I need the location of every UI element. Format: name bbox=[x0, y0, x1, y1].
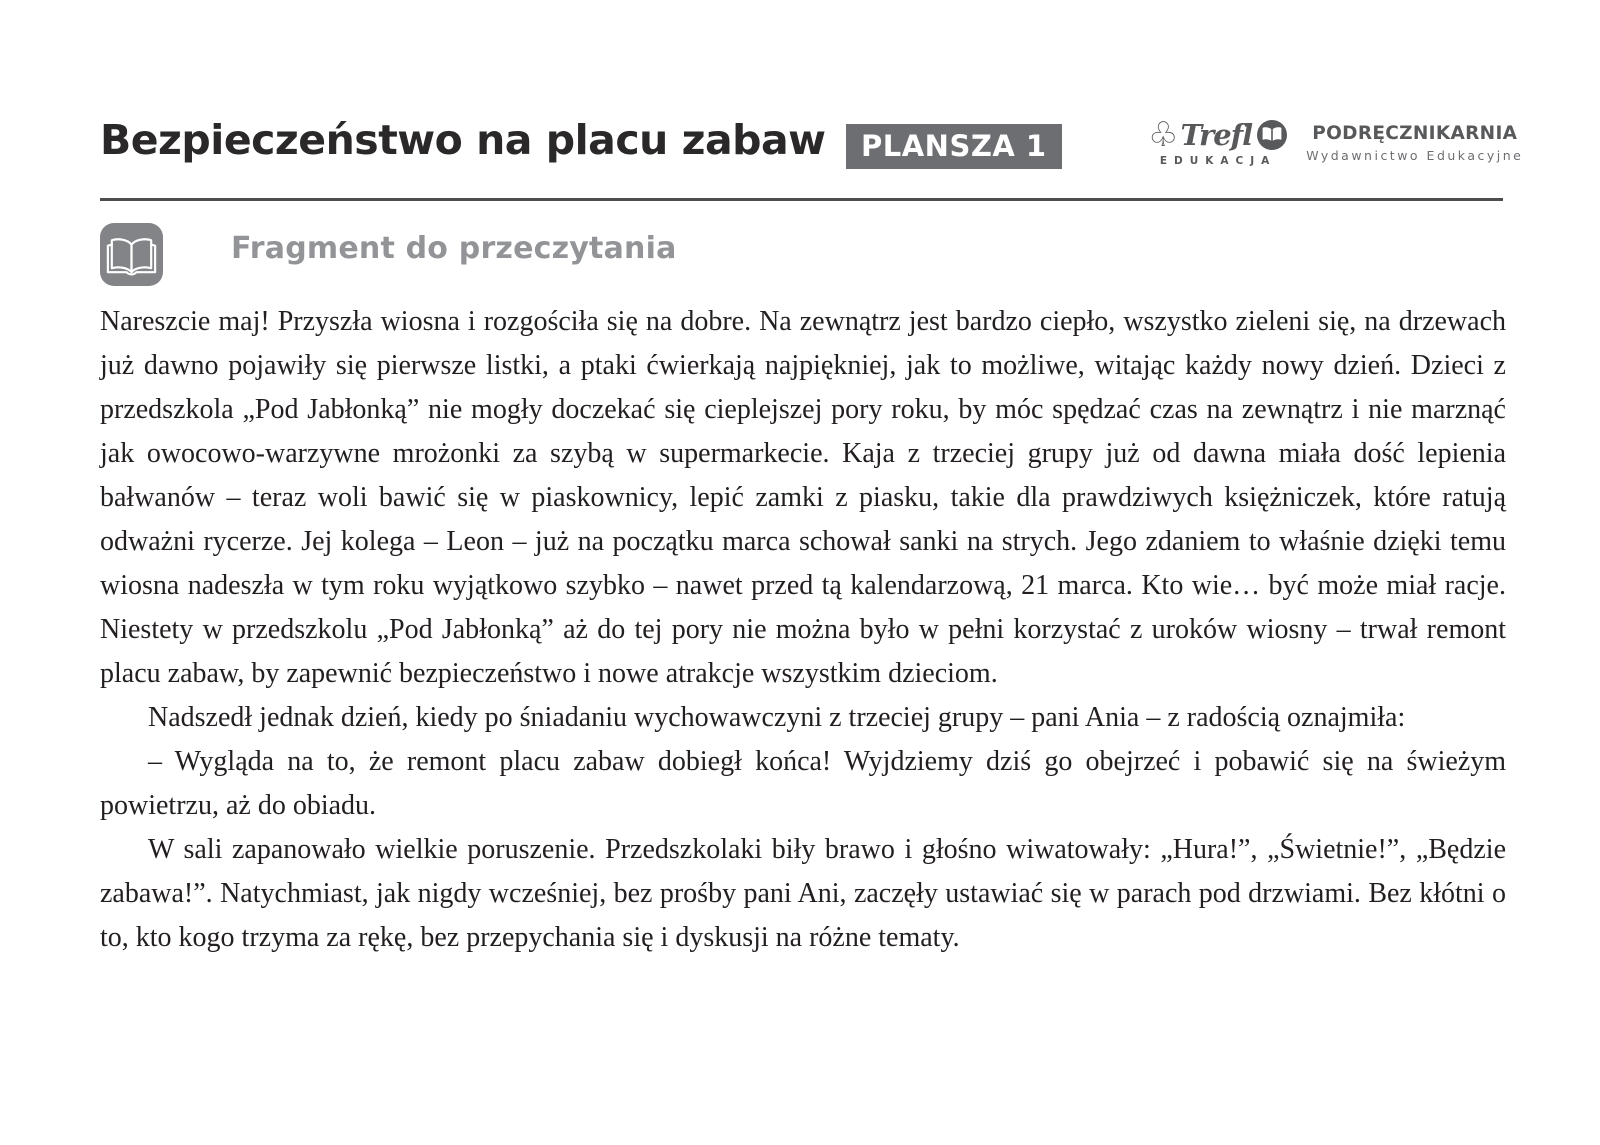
paragraph: – Wygląda na to, że remont placu zabaw dobiegł końca! Wyjdziemy dziś go obejrzeć i pobawić się na świeżym powietrzu, aż do obiadu. bbox=[100, 746, 1506, 821]
divider-rule bbox=[100, 198, 1503, 201]
trefl-edukacja-label: EDUKACJA bbox=[1159, 155, 1277, 167]
publisher-subtitle: Wydawnictwo Edukacyjne bbox=[1306, 147, 1524, 163]
trefl-wordmark: Trefl bbox=[1180, 118, 1253, 152]
club-icon: ♧ bbox=[1148, 115, 1179, 155]
publisher-name: PODRĘCZNIKARNIA bbox=[1312, 122, 1518, 144]
open-book-circle-icon bbox=[1256, 119, 1288, 151]
brand-area bbox=[1148, 115, 1524, 167]
open-book-icon bbox=[100, 223, 163, 286]
reading-text bbox=[100, 300, 1506, 960]
section-heading: Fragment do przeczytania bbox=[231, 231, 677, 266]
paragraph: W sali zapanowało wielkie poruszenie. Przedszkolaki biły brawo i głośno wiwatowały: „Hura!”, „Świetnie!”, „Będzie zabawa!”. Natychmiast, jak nigdy wcześniej, bez prośby pani Ani, zaczęły ustawiać się w parach pod drzwiami. Bez kłótni o to, kto kogo trzyma za rękę, bez przepychania się i dyskusji na różne tematy. bbox=[100, 834, 1506, 953]
page-title: Bezpieczeństwo na placu zabaw bbox=[100, 116, 826, 164]
publisher-logo bbox=[1306, 123, 1523, 163]
paragraph: Nareszcie maj! Przyszła wiosna i rozgościła się na dobre. Na zewnątrz jest bardzo ciepło, wszystko zieleni się, na drzewach już dawno pojawiły się pierwsze listki, a ptaki ćwierkają najpiękniej, jak to możliwe, witając każdy nowy dzień. Dzieci z przedszkola „Pod Jabłonką” nie mogły doczekać się cieplejszej pory roku, by móc spędzać czas na zewnątrz i nie marznąć jak owocowo-warzywne mrożonki za szybą w supermarkecie. Kaja z trzeciej grupy już od dawna miała dość lepienia bałwanów – teraz woli bawić się w piaskownicy, lepić zamki z piasku, takie dla prawdziwych księżniczek, które ratują odważni rycerze. Jej kolega – Leon – już na początku marca schował sanki na strych. Jego zdaniem to właśnie dzięki temu wiosna nadeszła w tym roku wyjątkowo szybko – nawet przed tą kalendarzową, 21 marca. Kto wie… być może miał racje. Niestety w przedszkolu „Pod Jabłonką” aż do tej pory nie można było w pełni korzystać z uroków wiosny – trwał remont placu zabaw, by zapewnić bezpieczeństwo i nowe atrakcje wszystkim dzieciom. bbox=[100, 306, 1506, 689]
paragraph: Nadszedł jednak dzień, kiedy po śniadaniu wychowawczyni z trzeciej grupy – pani Ania – z radością oznajmiła: bbox=[148, 702, 1406, 733]
plansza-badge: PLANSZA 1 bbox=[846, 124, 1062, 169]
trefl-logo bbox=[1148, 115, 1288, 167]
